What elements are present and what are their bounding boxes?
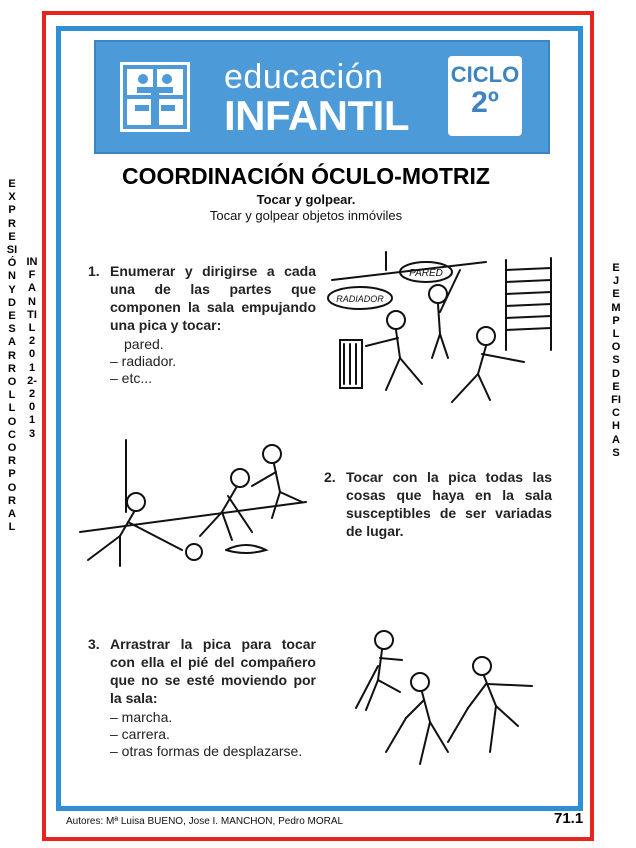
illustration-children-wall-radiator [326,250,566,415]
list-item: pared. [124,336,164,352]
exercise-text: Tocar con la pica todas las cosas que haya en la sala susceptibles de ser variadas de lugar. [346,469,552,539]
brand-text-bottom: INFANTIL [224,92,409,139]
exercise-list [110,709,316,760]
header-banner [94,40,550,154]
exercise-list [110,336,316,387]
cycle-label: CICLO [450,62,520,87]
list-item: – radiador. [110,353,177,369]
label-radiator: RADIADOR [336,294,384,304]
list-item: – marcha. [110,709,173,725]
page-subtitle: Tocar y golpear. [256,192,356,207]
exercise-3 [88,635,316,760]
illustration-children-touching-objects [76,432,312,577]
exercise-text: Arrastrar la pica para tocar con ella el pié del compañero que no se esté moviendo por la sala: [110,636,316,706]
page-title: COORDINACIÓN ÓCULO-MOTRIZ [122,163,490,189]
exercise-number: 3. [88,636,100,652]
logo-figures-icon [120,62,190,132]
label-wall: PARED [409,268,443,279]
exercise-1 [88,262,316,387]
side-label-left-outer: EXPRESIÓN Y DESARROLLO CORPORAL [6,178,18,534]
list-item: – etc... [110,370,153,386]
page-subtitle-secondary: Tocar y golpear objetos inmóviles [209,208,403,223]
list-item: – carrera. [110,726,170,742]
exercise-2 [324,468,552,540]
list-item: – otras formas de desplazarse. [110,743,303,759]
exercise-number: 1. [88,263,100,279]
cycle-number: 2º [471,86,499,119]
exercise-text: Enumerar y dirigirse a cada una de las partes que componen la sala empujando una pica y tocar: [110,263,316,333]
cycle-badge [448,56,522,136]
exercise-number: 2. [324,469,336,485]
page-number: 71.1 [554,810,584,827]
side-label-right: EJEMPLOS DE FICHAS [611,262,621,459]
footer-authors: Autores: Mª Luisa BUENO, Jose I. MANCHON, Pedro MORAL [66,816,344,827]
illustration-children-dragging-stick [340,626,546,772]
brand-text-top: educación [224,58,384,96]
side-label-left-inner: INFANTIL 2012-2013 [26,256,38,440]
